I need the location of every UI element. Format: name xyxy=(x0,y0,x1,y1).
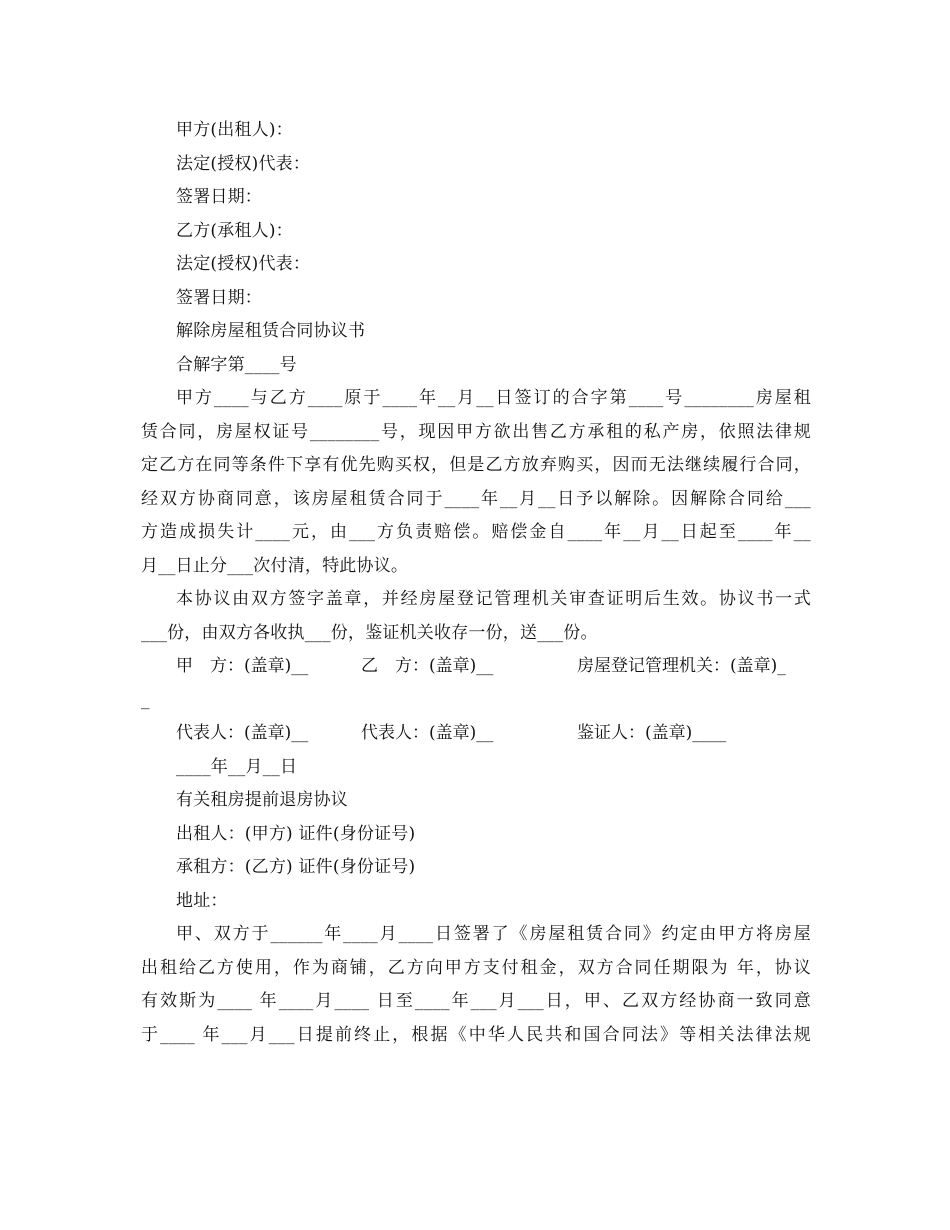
lessor-sign-date-label: 签署日期： xyxy=(176,187,262,207)
termination-agreement-title: 解除房屋租赁合同协议书 xyxy=(176,321,366,341)
lessor-id-label: 出租人：(甲方) 证件(身份证号) xyxy=(176,823,416,844)
signature-row-representatives xyxy=(141,717,811,751)
paragraph-line: 甲、双方于______年____月____日签署了《房屋租赁合同》约定由甲方将房屋 xyxy=(176,924,811,944)
representative-b-seal-field: 代表人：(盖章)__ xyxy=(361,723,494,743)
lessee-representative-label: 法定(授权)代表： xyxy=(176,254,311,274)
lessee-sign-date-label: 签署日期： xyxy=(176,287,262,308)
agreement-number: 合解字第____号 xyxy=(176,354,297,375)
early-termination-paragraph xyxy=(141,918,811,1052)
document-body xyxy=(141,114,811,1052)
lessor-representative-label: 法定(授权)代表： xyxy=(176,153,311,174)
paragraph-line: 定乙方在同等条件下享有优先购买权，但是乙方放弃购买，因而无法继续履行合同， xyxy=(141,455,811,475)
paragraph-line: 出租给乙方使用，作为商铺，乙方向甲方支付租金，双方合同任期限为 年，协议 xyxy=(141,957,811,978)
lessee-label: 乙方(承租人)： xyxy=(176,220,293,241)
address-label: 地址： xyxy=(176,890,228,911)
paragraph-line: ___份，由双方各收执___份，鉴证机关收存一份，送___份。 xyxy=(141,622,598,643)
paragraph-line: 月__日止分___次付清，特此协议。 xyxy=(141,555,409,576)
paragraph-line: 有效斯为____ 年____月____ 日至____年___月___日，甲、乙双方经协商一致同意 xyxy=(141,991,811,1011)
paragraph-line: 于____ 年___月___日提前终止，根据《中华人民共和国合同法》等相关法律法规 xyxy=(141,1024,811,1045)
lessee-id-label: 承租方：(乙方) 证件(身份证号) xyxy=(176,857,416,877)
representative-a-seal-field: 代表人：(盖章)__ xyxy=(176,723,309,743)
paragraph-line: 方造成损失计____元，由___方负责赔偿。赔偿金自____年__月__日起至____年__ xyxy=(141,522,811,542)
party-b-seal-field: 乙 方：(盖章)__ xyxy=(361,656,494,676)
verifier-seal-field: 鉴证人：(盖章)____ xyxy=(577,723,727,743)
signature-date: ____年__月__日 xyxy=(176,756,298,777)
paragraph-line: 赁合同，房屋权证号________号，现因甲方欲出售乙方承租的私产房，依照法律规 xyxy=(141,421,811,442)
signature-overflow: _ xyxy=(141,689,150,710)
party-a-seal-field: 甲 方：(盖章)__ xyxy=(176,656,309,676)
paragraph-line: 甲方____与乙方____原于____年__月__日签订的合字第____号________房屋租 xyxy=(176,388,811,408)
paragraph-line: 经双方协商同意，该房屋租赁合同于____年__月__日予以解除。因解除合同给___ xyxy=(141,488,811,509)
authority-seal-field: 房屋登记管理机关：(盖章)_ xyxy=(577,656,786,676)
paragraph-line: 本协议由双方签字盖章，并经房屋登记管理机关审查证明后生效。协议书一式 xyxy=(176,589,811,609)
lessor-label: 甲方(出租人)： xyxy=(176,120,293,140)
early-termination-title: 有关租房提前退房协议 xyxy=(176,790,348,810)
signature-row-parties xyxy=(141,650,811,684)
effectiveness-paragraph xyxy=(141,583,811,650)
termination-paragraph xyxy=(141,382,811,583)
